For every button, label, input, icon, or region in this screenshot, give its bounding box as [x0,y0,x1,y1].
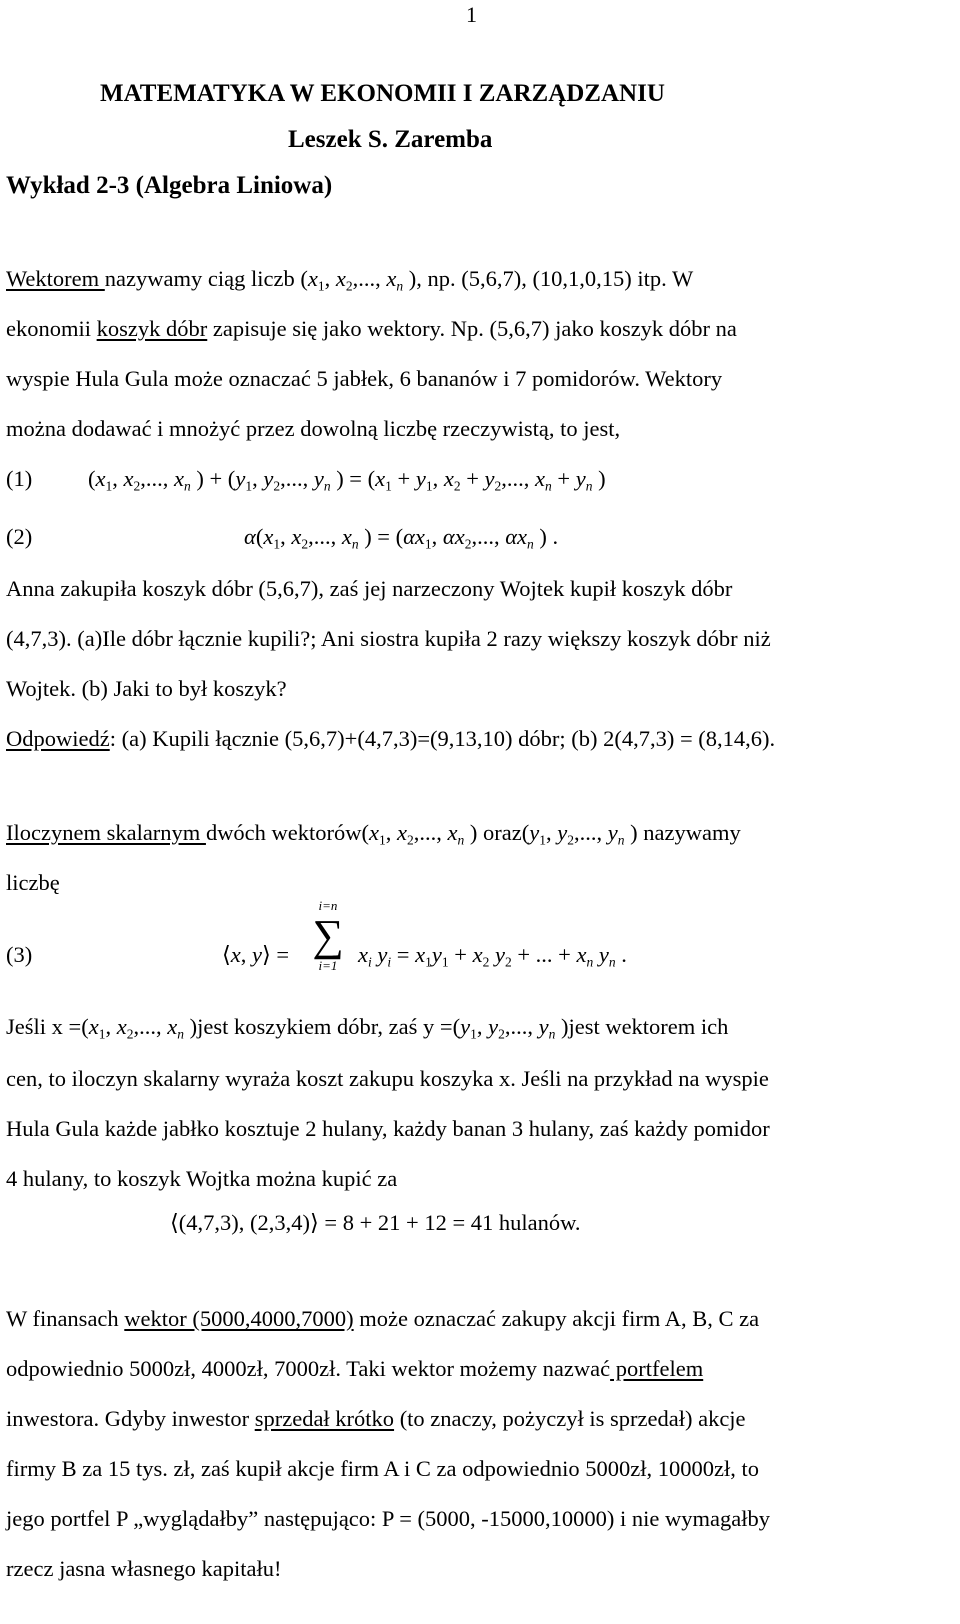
document-title: MATEMATYKA W EKONOMII I ZARZĄDZANIU [100,80,665,107]
term-odpowiedz: Odpowiedź [6,726,110,751]
lecture-subtitle: Wykład 2-3 (Algebra Liniowa) [6,172,333,199]
equation-3-inner-product-rhs: $x_i$ $y_i = x_1y_1 + x_2$ $y_2$ + ... + $x_n$ $y_n$ . [358,942,627,970]
page-number: 1 [466,2,477,27]
term-koszyk-dobr: koszyk dóbr [96,316,208,341]
scalar-product-definition-line1: Iloczynem skalarnym dwóch $wektorów(x_1$, $x_2$,..., $x_n$ ) $oraz(y_1$, $y_2$,..., $y_n$ ) nazywamy [6,820,741,848]
scalar-product-definition-line2: liczbę [6,870,60,895]
equation-1-label: (1) [6,466,33,491]
term-iloczyn-skalarny: Iloczynem skalarnym [6,820,206,845]
equation-2-label: (2) [6,524,33,549]
vector-x-formula: ($x_1$, $x_2$,..., $x_n$ ) [300,266,417,294]
term-wektor-portfolio: wektor (5000,4000,7000) [124,1306,354,1331]
summation-sign: i=n ∑ i=1 [312,898,344,973]
paragraph-vectors-line1: Wektorem nazywamy ciąg liczb ($x_1$, $x_2$,..., $x_n$ ), np. (5,6,7), (10,1,0,15) itp. W [6,266,694,294]
equation-3-label: (3) [6,942,33,967]
example-anna-line2: (4,7,3). (a)Ile dóbr łącznie kupili?; Ani siostra kupiła 2 razy większy koszyk dóbr niż [6,626,771,651]
basket-cost-line1: Jeśli $x =(x_1$, $x_2$,..., $x_n$ )jest koszykiem dóbr, zaś $y =(y_1$, $y_2$,..., $y_n$ )jest wektorem ich [6,1014,729,1042]
paragraph-vectors-line2: ekonomii koszyk dóbr zapisuje się jako wektory. Np. (5,6,7) jako koszyk dóbr na [6,316,737,341]
basket-cost-line3: Hula Gula każde jabłko kosztuje 2 hulany, każdy banan 3 hulany, zaś każdy pomidor [6,1116,770,1141]
paragraph-vectors-line3: wyspie Hula Gula może oznaczać 5 jabłek, 6 bananów i 7 pomidorów. Wektory [6,366,723,391]
example-answer: Odpowiedź: (a) Kupili łącznie (5,6,7)+(4,7,3)=(9,13,10) dóbr; (b) 2(4,7,3) = (8,14,6). [6,726,776,751]
basket-cost-line4: 4 hulany, to koszyk Wojtka można kupić za [6,1166,398,1191]
example-anna-line3: Wojtek. (b) Jaki to był koszyk? [6,676,287,701]
equation-3-inner-product-lhs: ⟨x, y⟩ = [222,942,290,967]
paragraph-vectors-line4: można dodawać i mnożyć przez dowolną liczbę rzeczywistą, to jest, [6,416,621,441]
finance-line2: odpowiednio 5000zł, 4000zł, 7000zł. Taki wektor możemy nazwać portfelem [6,1356,704,1381]
author: Leszek S. Zaremba [288,126,493,153]
finance-line5: jego portfel P „wyglądałby” następująco: P = (5000, -15000,10000) i nie wymagałby [6,1506,770,1531]
term-portfelem: portfelem [610,1356,704,1381]
example-anna-line1: Anna zakupiła koszyk dóbr (5,6,7), zaś jej narzeczony Wojtek kupił koszyk dóbr [6,576,733,601]
term-sprzedal-krotko: sprzedał krótko [254,1406,395,1431]
basket-cost-calculation: ⟨(4,7,3), (2,3,4)⟩ = 8 + 21 + 12 = 41 hulanów. [170,1210,581,1235]
equation-1-vector-addition: ($x_1$, $x_2$,..., $x_n$ ) + ($y_1$, $y_2$,..., $y_n$ ) = ($x_1 + y_1$, $x_2 + y_2$,..., $x_n + y_n$ ) [88,466,606,494]
equation-2-scalar-multiplication: $\alpha(x_1$, $x_2$,..., $x_n$ ) = ($\alpha x_1$, $\alpha x_2$,..., $\alpha x_n$ ) . [244,524,559,552]
finance-line1: W finansach wektor (5000,4000,7000) może oznaczać zakupy akcji firm A, B, C za [6,1306,760,1331]
term-wektorem: Wektorem [6,266,105,291]
finance-line4: firmy B za 15 tys. zł, zaś kupił akcje firm A i C za odpowiednio 5000zł, 10000zł, to [6,1456,759,1481]
basket-cost-line2: cen, to iloczyn skalarny wyraża koszt zakupu koszyka x. Jeśli na przykład na wyspie [6,1066,769,1091]
finance-line6: rzecz jasna własnego kapitału! [6,1556,282,1581]
finance-line3: inwestora. Gdyby inwestor sprzedał krótko (to znaczy, pożyczył is sprzedał) akcje [6,1406,746,1431]
